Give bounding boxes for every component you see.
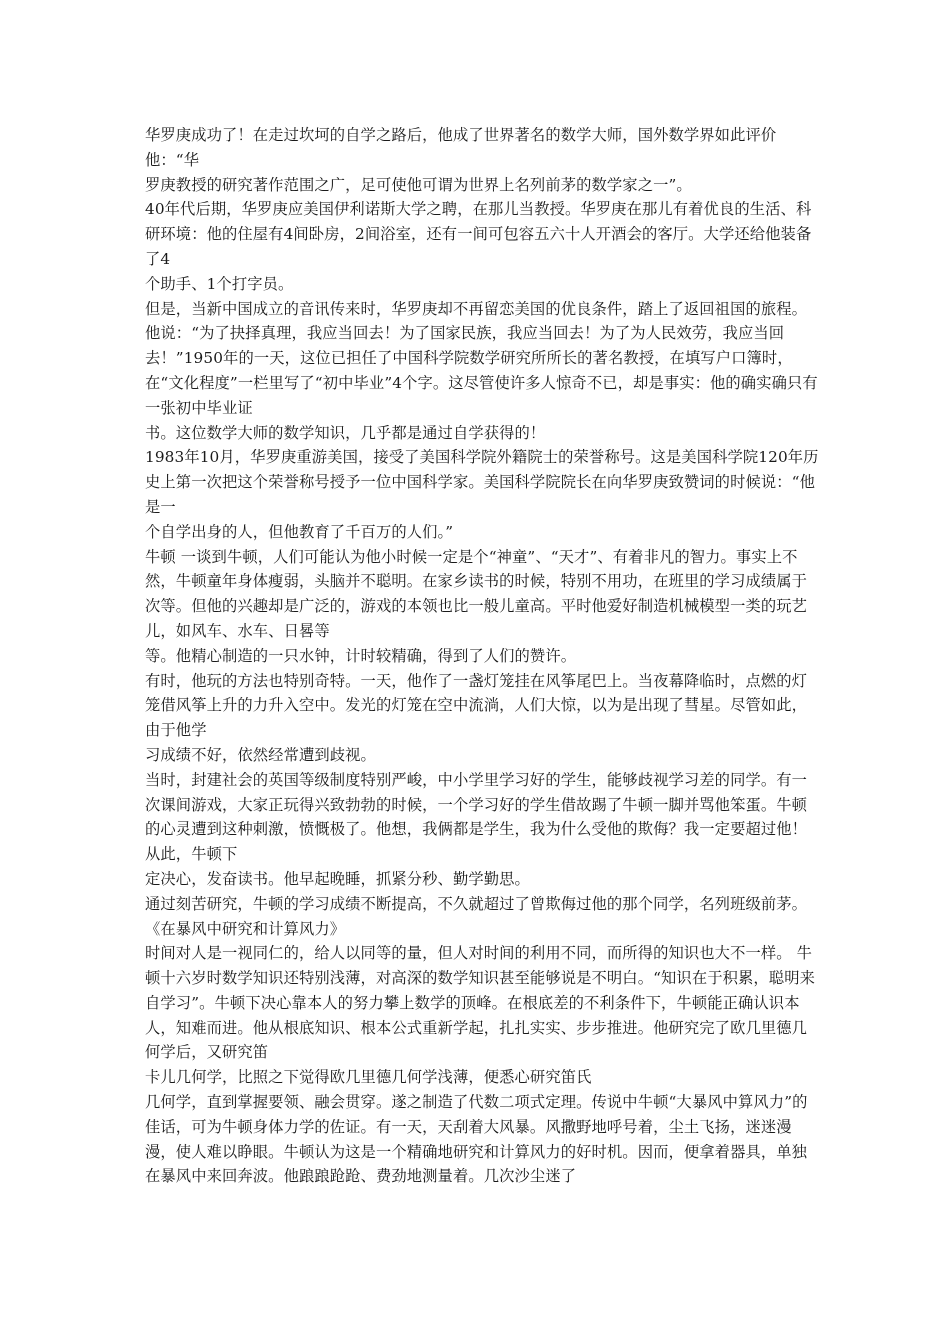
paragraph: 等。他精心制造的一只水钟，计时较精确，得到了人们的赞许。 [145,646,577,665]
paragraph: 几何学，直到掌握要领、融会贯穿。遂之制造了代数二项式定理。传说中牛顿“大暴风中算风力”的佳话，可为牛顿身体力学的佐证。有一天，天刮着大风暴。风撒野地呼号着，尘土飞扬，迷迷漫漫，使人难以睁眼。牛顿认为这是一个精确地研究和计算风力的好时机。因而，便拿着器具，单独在暴风中来回奔波。他踉踉跄跄、费劲地测量着。几次沙尘迷了 [145,1093,808,1186]
paragraph: 定决心，发奋读书。他早起晚睡，抓紧分秒、勤学勤思。 [145,869,530,888]
paragraph: 当时，封建社会的英国等级制度特别严峻，中小学里学习好的学生，能够歧视学习差的同学。有一次课间游戏，大家正玩得兴致勃勃的时候，一个学习好的学生借故踢了牛顿一脚并骂他笨蛋。牛顿的心灵遭到这种刺激，愤慨极了。他想，我俩都是学生，我为什么受他的欺侮？我一定要超过他！从此，牛顿下 [145,770,808,864]
paragraph: 习成绩不好，依然经常遭到歧视。 [145,745,376,764]
paragraph: 华罗庚成功了！在走过坎坷的自学之路后，他成了世界著名的数学大师，国外数学界如此评价他：“华 [145,126,777,169]
paragraph: 但是，当新中国成立的音讯传来时，华罗庚却不再留恋美国的优良条件，踏上了返回祖国的旅程。他说：“为了抉择真理，我应当回去！为了国家民族，我应当回去！为了为人民效劳，我应当回去！”1950年的一天，这位已担任了中国科学院数学研究所所长的著名教授，在填写户口簿时，在“文化程度”一栏里写了“初中毕业”4个字。这尽管使许多人惊奇不已，却是事实：他的确实确只有一张初中毕业证 [145,299,818,417]
paragraph: 通过刻苦研究，牛顿的学习成绩不断提高，不久就超过了曾欺侮过他的那个同学，名列班级前茅。 [145,894,808,913]
paragraph: 罗庚教授的研究著作范围之广，足可使他可谓为世界上名列前茅的数学家之一”。 [145,175,692,194]
paragraph: 时间对人是一视同仁的，给人以同等的量，但人对时间的利用不同，而所得的知识也大不一样。 牛顿十六岁时数学知识还特别浅薄，对高深的数学知识甚至能够说是不明白。“知识在于积累，聪明来自学习”。牛顿下决心靠本人的努力攀上数学的顶峰。在根底差的不利条件下，牛顿能正确认识本人，知难而进。他从根底知识、根本公式重新学起，扎扎实实、步步推进。他研究完了欧几里德几何学后，又研究笛 [145,944,815,1062]
paragraph: 40年代后期，华罗庚应美国伊利诺斯大学之聘，在那儿当教授。华罗庚在那儿有着优良的生活、科研环境：他的住屋有4间卧房，2间浴室，还有一间可包容五六十人开酒会的客厅。大学还给他装备了4 [145,200,812,268]
paragraph: 个自学出身的人，但他教育了千百万的人们。” [145,522,454,541]
paragraph: 牛顿 一谈到牛顿，人们可能认为他小时候一定是个“神童”、“天才”、有着非凡的智力。事实上不然，牛顿童年身体瘦弱，头脑并不聪明。在家乡读书的时候，特别不用功，在班里的学习成绩属于次等。但他的兴趣却是广泛的，游戏的本领也比一般儿童高。平时他爱好制造机械模型一类的玩艺儿，如风车、水车、日晷等 [145,547,808,640]
section-title: 《在暴风中研究和计算风力》 [145,919,346,938]
paragraph: 1983年10月，华罗庚重游美国，接受了美国科学院外籍院士的荣誉称号。这是美国科学院120年历史上第一次把这个荣誉称号授予一位中国科学家。美国科学院院长在向华罗庚致赞词的时候说：“他是一 [145,448,819,516]
paragraph: 书。这位数学大师的数学知识，几乎都是通过自学获得的！ [145,423,546,442]
paragraph: 有时，他玩的方法也特别奇特。一天，他作了一盏灯笼挂在风筝尾巴上。当夜幕降临时，点燃的灯笼借风筝上升的力升入空中。发光的灯笼在空中流淌，人们大惊，以为是出现了彗星。尽管如此，由于他学 [145,671,808,740]
paragraph: 个助手、1个打字员。 [145,274,294,293]
document-body [145,123,820,1189]
paragraph: 卡儿几何学，比照之下觉得欧几里德几何学浅薄，便悉心研究笛氏 [145,1068,592,1087]
